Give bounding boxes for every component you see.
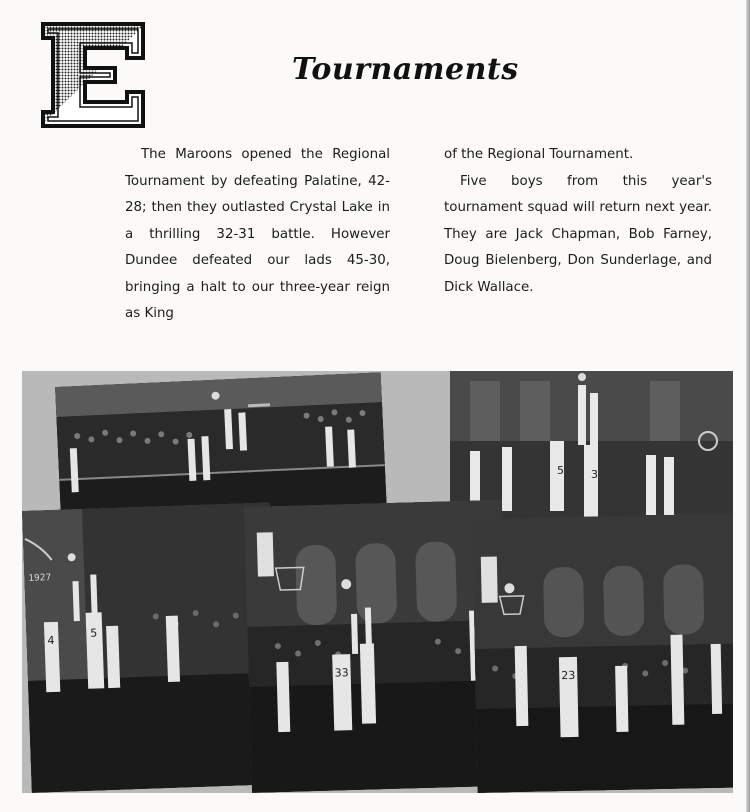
article-right-column (444, 142, 712, 301)
basketball-photo-under-basket (244, 500, 510, 793)
page-edge-shadow (746, 0, 750, 812)
block-letter-e-logo (37, 20, 149, 130)
paragraph-text: Five boys from this year's tournament squad will return next year. They are Jack Chapman, Bob Farney, Doug Bielenberg, Don Sunderlage, and Dick Wallace. (444, 173, 712, 295)
article-paragraph-continuation: of the Regional Tournament. (444, 147, 634, 162)
paragraph-text: The Maroons opened the Regional Tournament by defeating Palatine, 42-28; then they outlasted Crystal Lake in a thrilling 32-31 battle. However Dundee defeated our lads 45-30, bringing a halt to our three-year reign as King (125, 147, 390, 321)
page-title: Tournaments (292, 52, 519, 87)
jersey-number: 3 (591, 468, 598, 481)
jersey-number: 5 (557, 464, 564, 477)
jersey-number: 33 (334, 666, 349, 680)
article-paragraph (125, 142, 390, 328)
basketball-photo-layup (472, 514, 733, 793)
article-left-column (125, 142, 390, 328)
basketball-photo-scramble (22, 502, 280, 792)
jersey-number: 5 (90, 626, 98, 640)
photo-collage (22, 371, 733, 793)
banner-number: 1927 (28, 573, 52, 584)
jersey-number: 4 (47, 633, 55, 648)
article-paragraph (444, 169, 712, 302)
jersey-number: 23 (561, 668, 576, 683)
